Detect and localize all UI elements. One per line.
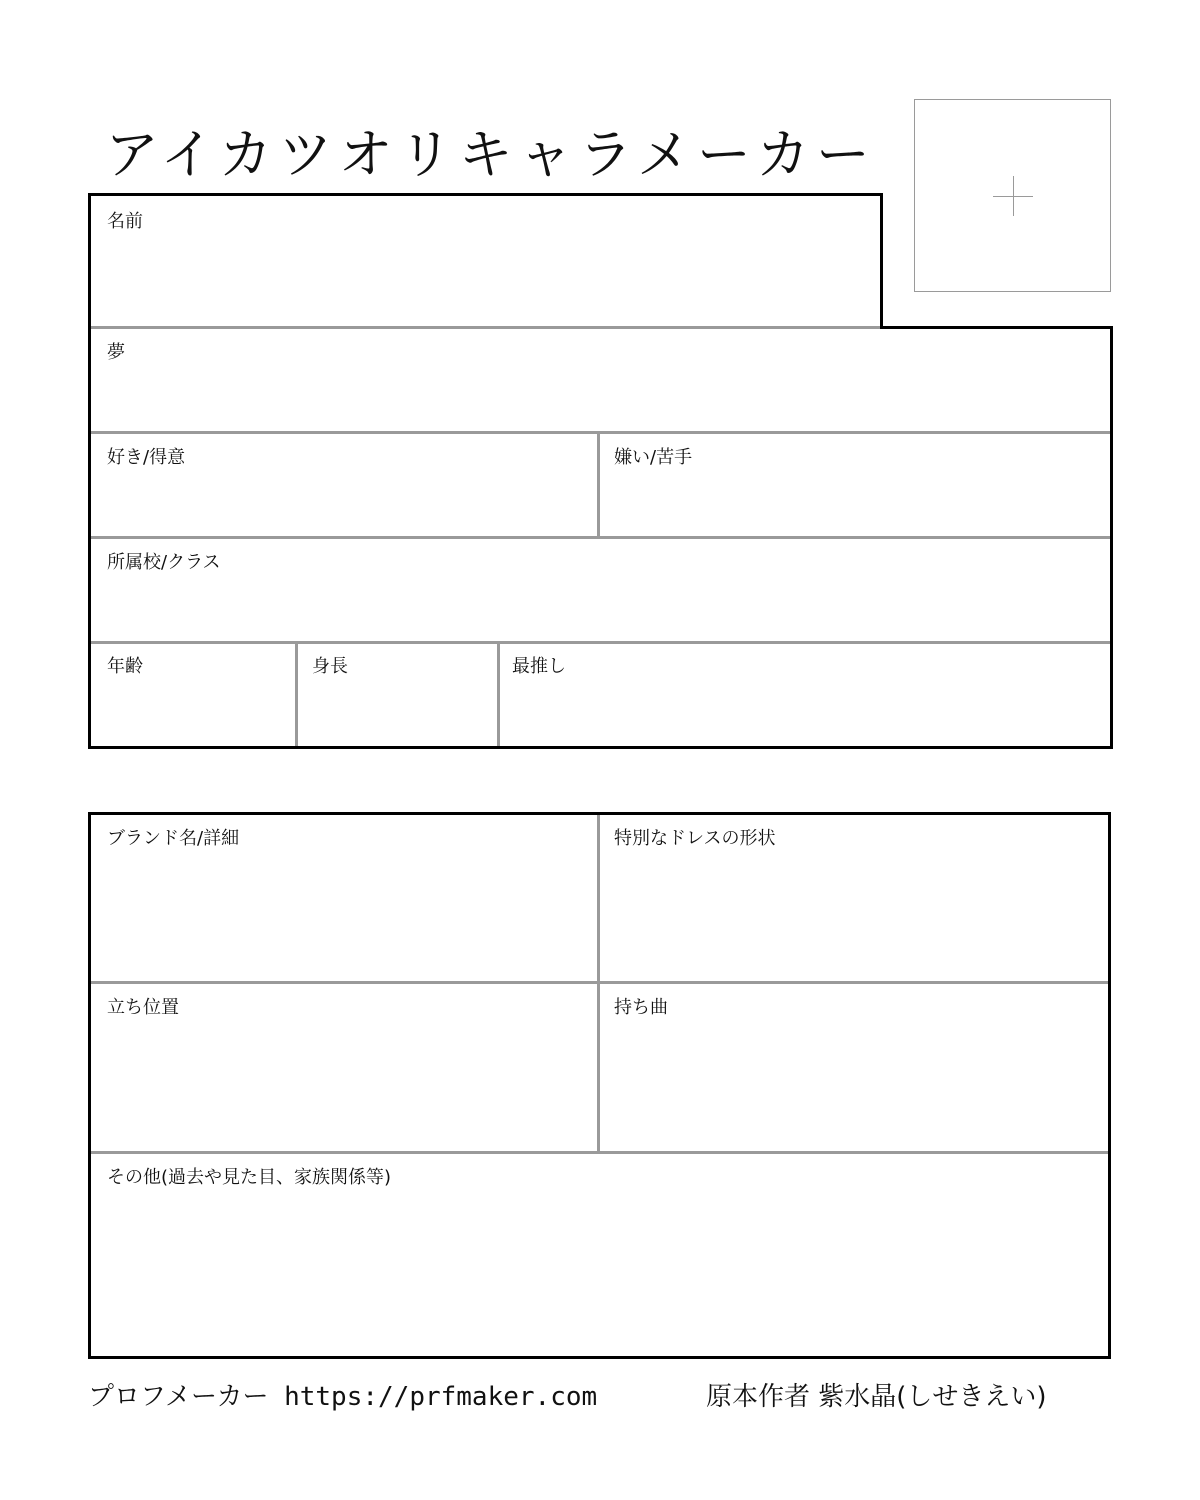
footer-credit-link[interactable]: プロフメーカー https://prfmaker.com xyxy=(88,1382,598,1412)
border xyxy=(88,1356,1111,1359)
page-title: アイカツオリキャラメーカー xyxy=(105,123,876,186)
likes-field[interactable] xyxy=(91,434,597,536)
border xyxy=(880,193,883,329)
school-label: 所属校/クラス xyxy=(107,552,221,573)
footer-author: 原本作者 紫水晶(しせきえい) xyxy=(706,1382,1047,1412)
song-label: 持ち曲 xyxy=(614,997,668,1018)
position-label: 立ち位置 xyxy=(107,997,179,1018)
age-field[interactable] xyxy=(91,644,295,746)
other-field[interactable] xyxy=(91,1154,1108,1356)
dislikes-label: 嫌い/苦手 xyxy=(614,447,693,468)
name-label: 名前 xyxy=(107,211,143,232)
brand-label: ブランド名/詳細 xyxy=(107,828,240,849)
oshi-field[interactable] xyxy=(500,644,1110,746)
likes-label: 好き/得意 xyxy=(107,447,186,468)
oshi-label: 最推し xyxy=(512,656,566,677)
height-label: 身長 xyxy=(312,656,348,677)
dress-field[interactable] xyxy=(600,815,1108,981)
position-field[interactable] xyxy=(91,984,597,1151)
photo-upload-box[interactable] xyxy=(914,99,1111,292)
border xyxy=(1108,812,1111,1359)
border xyxy=(88,746,1113,749)
brand-field[interactable] xyxy=(91,815,597,981)
height-field[interactable] xyxy=(298,644,497,746)
other-label: その他(過去や見た目、家族関係等) xyxy=(107,1167,392,1188)
dream-label: 夢 xyxy=(107,342,125,363)
name-field[interactable] xyxy=(91,196,880,326)
border xyxy=(1110,326,1113,749)
dislikes-field[interactable] xyxy=(600,434,1110,536)
age-label: 年齢 xyxy=(107,656,143,677)
plus-icon-vertical xyxy=(1013,176,1014,216)
dress-label: 特別なドレスの形状 xyxy=(614,828,776,849)
song-field[interactable] xyxy=(600,984,1108,1151)
school-field[interactable] xyxy=(91,539,1110,641)
dream-field[interactable] xyxy=(91,329,1110,431)
